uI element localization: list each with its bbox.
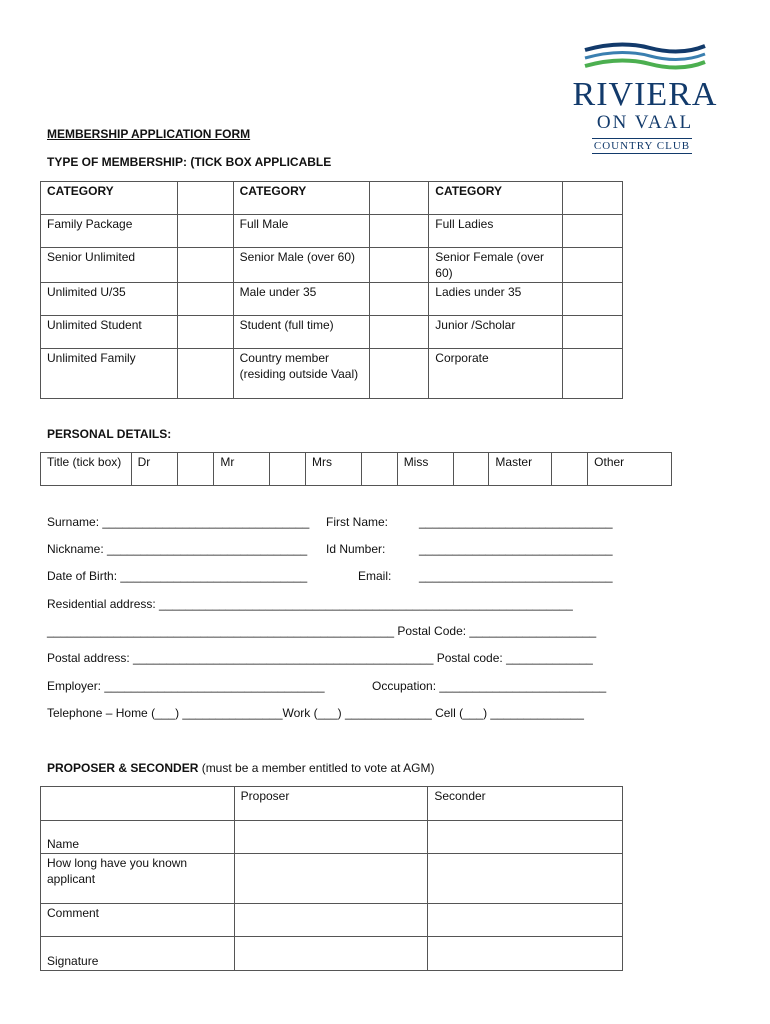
- first-name-label: First Name:: [326, 515, 389, 529]
- tick-box[interactable]: [370, 182, 429, 215]
- category-cell: Male under 35: [233, 283, 370, 316]
- postal-address-field[interactable]: Postal address: _____________________________________________ Postal code: _____________: [47, 651, 593, 665]
- category-cell: Country member (residing outside Vaal): [233, 349, 370, 399]
- category-header: CATEGORY: [429, 182, 563, 215]
- row-label-how-long: How long have you known applicant: [41, 854, 235, 904]
- tick-box[interactable]: [177, 349, 233, 399]
- tick-box[interactable]: [552, 453, 588, 486]
- logo-on-vaal: ON VAAL: [596, 112, 694, 133]
- tick-box[interactable]: [563, 248, 623, 283]
- seconder-comment-cell[interactable]: [428, 904, 623, 937]
- title-option-mrs: Mrs: [306, 453, 362, 486]
- category-cell: Unlimited Family: [41, 349, 178, 399]
- category-cell: Unlimited Student: [41, 316, 178, 349]
- tick-box[interactable]: [177, 453, 214, 486]
- seconder-name-cell[interactable]: [428, 821, 623, 854]
- tick-box[interactable]: [563, 182, 623, 215]
- category-cell: Junior /Scholar: [429, 316, 563, 349]
- employer-field[interactable]: Employer: _________________________________: [47, 679, 325, 693]
- tick-box[interactable]: [177, 215, 233, 248]
- seconder-signature-cell[interactable]: [428, 937, 623, 971]
- proposer-heading: [47, 761, 434, 775]
- proposer-header-blank: [41, 787, 235, 821]
- tick-box[interactable]: [563, 316, 623, 349]
- category-cell: Senior Male (over 60): [233, 248, 370, 283]
- row-label-name: Name: [41, 821, 235, 854]
- title-table: [40, 452, 672, 486]
- tick-box[interactable]: [370, 283, 429, 316]
- logo-country-club: COUNTRY CLUB: [593, 140, 691, 152]
- id-number-field[interactable]: _____________________________: [419, 542, 613, 556]
- logo-riviera: RIVIERA: [572, 76, 718, 113]
- tick-box[interactable]: [563, 349, 623, 399]
- title-option-dr: Dr: [131, 453, 177, 486]
- category-cell: Ladies under 35: [429, 283, 563, 316]
- first-name-field[interactable]: _____________________________: [419, 515, 613, 529]
- proposer-table: [40, 786, 623, 971]
- tick-box[interactable]: [177, 248, 233, 283]
- tick-box[interactable]: [563, 283, 623, 316]
- dob-field[interactable]: Date of Birth: ____________________________: [47, 569, 308, 583]
- seconder-how-long-cell[interactable]: [428, 854, 623, 904]
- tick-box[interactable]: [270, 453, 306, 486]
- proposer-comment-cell[interactable]: [234, 904, 428, 937]
- category-cell: Unlimited U/35: [41, 283, 178, 316]
- seconder-header: Seconder: [428, 787, 623, 821]
- personal-details-heading: PERSONAL DETAILS:: [47, 427, 172, 441]
- form-title: MEMBERSHIP APPLICATION FORM: [47, 127, 251, 141]
- tick-box[interactable]: [370, 215, 429, 248]
- category-cell: Full Male: [233, 215, 370, 248]
- telephone-field[interactable]: Telephone – Home (___) _______________Work (___) _____________ Cell (___) ______________: [47, 706, 584, 720]
- title-option-mr: Mr: [214, 453, 270, 486]
- occupation-field[interactable]: Occupation: _________________________: [372, 679, 607, 693]
- surname-field[interactable]: Surname: _______________________________: [47, 515, 310, 529]
- proposer-heading-note: (must be a member entitled to vote at AGM): [198, 761, 435, 775]
- tick-box[interactable]: [177, 316, 233, 349]
- tick-box[interactable]: [563, 215, 623, 248]
- tick-box[interactable]: [370, 316, 429, 349]
- nickname-field[interactable]: Nickname: ______________________________: [47, 542, 308, 556]
- category-header: CATEGORY: [41, 182, 178, 215]
- title-option-master: Master: [489, 453, 552, 486]
- membership-type-heading: TYPE OF MEMBERSHIP: (TICK BOX APPLICABLE: [47, 155, 332, 169]
- proposer-header: Proposer: [234, 787, 428, 821]
- proposer-heading-bold: PROPOSER & SECONDER: [47, 761, 199, 775]
- tick-box[interactable]: [177, 182, 233, 215]
- title-label: Title (tick box): [41, 453, 132, 486]
- email-label: Email:: [358, 569, 392, 583]
- category-cell: Corporate: [429, 349, 563, 399]
- tick-box[interactable]: [361, 453, 397, 486]
- row-label-comment: Comment: [41, 904, 235, 937]
- title-option-miss: Miss: [397, 453, 453, 486]
- proposer-name-cell[interactable]: [234, 821, 428, 854]
- category-header: CATEGORY: [233, 182, 370, 215]
- title-option-other[interactable]: Other: [588, 453, 672, 486]
- category-cell: Senior Female (over 60): [429, 248, 563, 283]
- riviera-logo: [560, 40, 730, 155]
- proposer-how-long-cell[interactable]: [234, 854, 428, 904]
- tick-box[interactable]: [177, 283, 233, 316]
- id-number-label: Id Number:: [326, 542, 386, 556]
- proposer-signature-cell[interactable]: [234, 937, 428, 971]
- category-cell: Senior Unlimited: [41, 248, 178, 283]
- membership-table: [40, 181, 623, 399]
- row-label-signature: Signature: [41, 937, 235, 971]
- residential-address-field[interactable]: Residential address: ______________________________________________________________: [47, 597, 573, 611]
- category-cell: Family Package: [41, 215, 178, 248]
- tick-box[interactable]: [453, 453, 489, 486]
- tick-box[interactable]: [370, 349, 429, 399]
- tick-box[interactable]: [370, 248, 429, 283]
- category-cell: Full Ladies: [429, 215, 563, 248]
- logo-waves-icon: [580, 40, 710, 76]
- email-field[interactable]: _____________________________: [419, 569, 613, 583]
- category-cell: Student (full time): [233, 316, 370, 349]
- residential-address-line2[interactable]: ____________________________________________________ Postal Code: ___________________: [47, 624, 597, 638]
